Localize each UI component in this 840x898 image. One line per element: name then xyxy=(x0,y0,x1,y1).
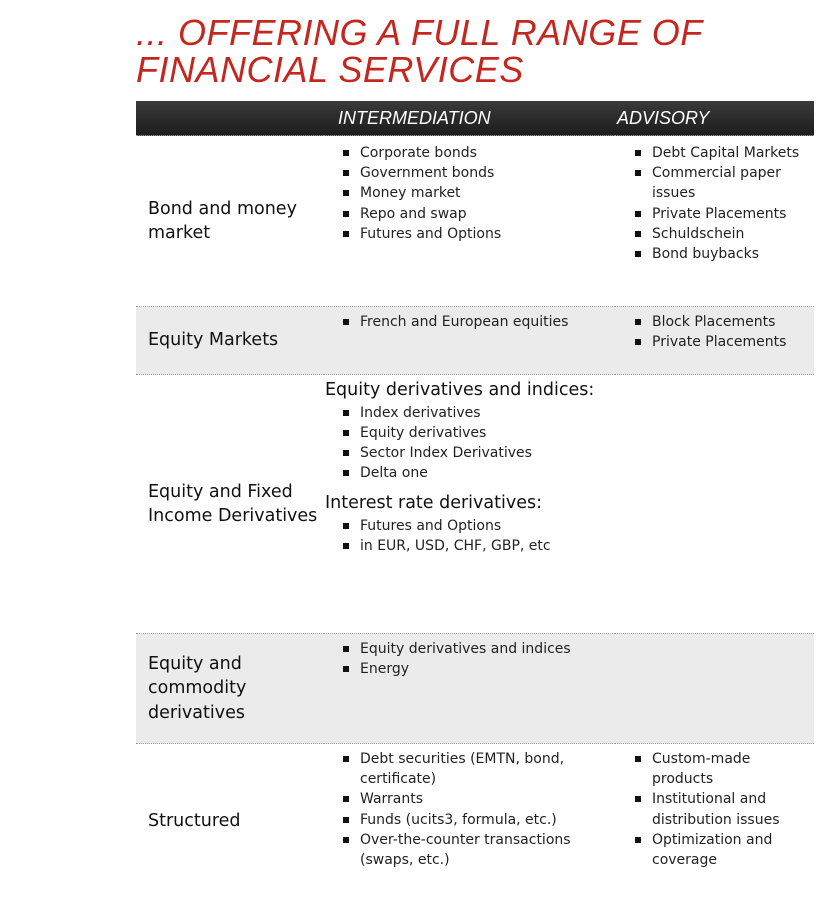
list-item: French and European equities xyxy=(324,312,615,332)
intermediation-list xyxy=(324,143,615,244)
group-heading: Equity derivatives and indices: xyxy=(325,380,595,400)
list-item: in EUR, USD, CHF, GBP, etc xyxy=(324,536,615,556)
row-label: Equity and Fixed Income Derivatives xyxy=(136,375,324,634)
list-item: Sector Index Derivatives xyxy=(324,443,615,463)
list-item: Debt Capital Markets xyxy=(615,143,814,163)
list-item: Funds (ucits3, formula, etc.) xyxy=(324,810,615,830)
header-advisory: ADVISORY xyxy=(615,101,814,136)
list-item: Bond buybacks xyxy=(615,244,814,264)
list-item: Optimization and coverage xyxy=(615,830,814,870)
list-item: Futures and Options xyxy=(324,224,615,244)
intermediation-list xyxy=(324,312,615,332)
list-item: Block Placements xyxy=(615,312,814,332)
list-item: Institutional and distribution issues xyxy=(615,789,814,829)
advisory-list xyxy=(615,749,814,870)
row-bond-money-market xyxy=(136,136,814,307)
advisory-list xyxy=(615,312,814,352)
list-item: Equity derivatives xyxy=(324,423,615,443)
row-equity-fixed-income-derivatives xyxy=(136,375,814,634)
row-equity-markets xyxy=(136,307,814,375)
list-item: Futures and Options xyxy=(324,516,615,536)
row-label: Equity Markets xyxy=(136,307,324,375)
header-intermediation: INTERMEDIATION xyxy=(324,101,615,136)
row-label: Structured xyxy=(136,744,324,898)
list-item: Debt securities (EMTN, bond, certificate) xyxy=(324,749,615,789)
group-heading: Interest rate derivatives: xyxy=(325,493,542,514)
list-item: Corporate bonds xyxy=(324,143,615,163)
list-item: Custom-made products xyxy=(615,749,814,789)
list-item: Private Placements xyxy=(615,332,814,352)
header-empty xyxy=(136,101,324,136)
intermediation-list xyxy=(324,403,615,484)
intermediation-list xyxy=(324,639,615,679)
page-title: ... OFFERING A FULL RANGE OF FINANCIAL SERVICES xyxy=(136,12,703,90)
list-item: Over-the-counter transactions (swaps, etc.) xyxy=(324,830,615,870)
list-item: Commercial paper issues xyxy=(615,163,814,203)
list-item: Energy xyxy=(324,659,615,679)
list-item: Private Placements xyxy=(615,204,814,224)
list-item: Equity derivatives and indices xyxy=(324,639,615,659)
list-item: Money market xyxy=(324,183,615,203)
row-label: Bond and money market xyxy=(136,136,324,307)
row-label: Equity and commodity derivatives xyxy=(136,634,324,744)
list-item: Delta one xyxy=(324,463,615,483)
table-header-row xyxy=(136,101,814,136)
intermediation-list xyxy=(324,749,615,870)
row-structured xyxy=(136,744,814,898)
advisory-list xyxy=(615,143,814,264)
list-item: Repo and swap xyxy=(324,204,615,224)
list-item: Index derivatives xyxy=(324,403,615,423)
row-equity-commodity-derivatives xyxy=(136,634,814,744)
list-item: Government bonds xyxy=(324,163,615,183)
list-item: Warrants xyxy=(324,789,615,809)
list-item: Schuldschein xyxy=(615,224,814,244)
intermediation-list xyxy=(324,516,615,556)
services-table xyxy=(136,101,814,898)
